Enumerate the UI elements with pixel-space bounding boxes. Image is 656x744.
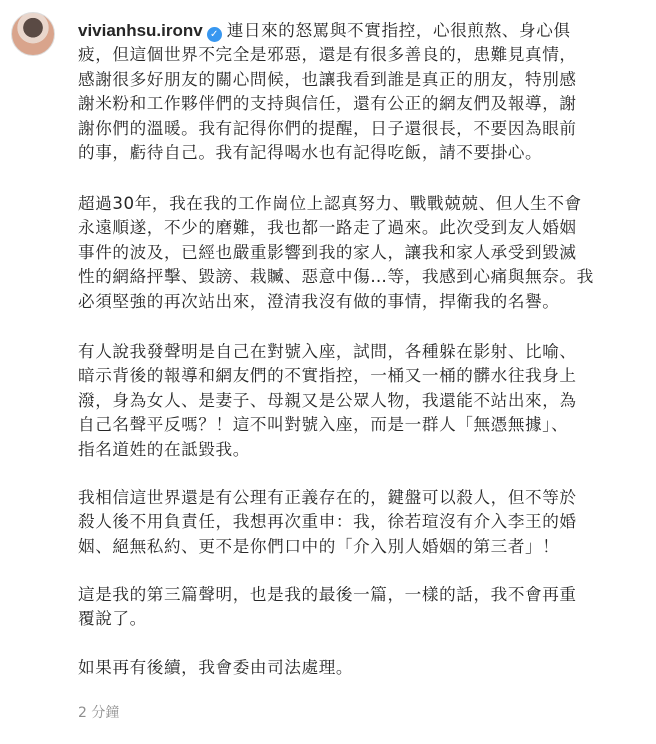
caption-line: 性的網絡抨擊、毀謗、栽贓、惡意中傷…等，我感到心痛與無奈。我 <box>78 267 594 287</box>
caption-line: 的事，虧待自己。我有記得喝水也有記得吃飯，請不要掛心。 <box>78 143 543 163</box>
caption-line: 暗示背後的報導和網友們的不實指控，一桶又一桶的髒水往我身上 <box>78 366 577 386</box>
caption-line: 指名道姓的在詆毀我。 <box>78 439 250 459</box>
caption-paragraph-2 <box>78 192 648 314</box>
caption-line <box>78 19 648 43</box>
caption-line: 疲，但這個世界不完全是邪惡，還是有很多善良的，患難見真情， <box>78 45 577 65</box>
caption-paragraph-4 <box>78 486 648 559</box>
caption-line: 我相信這世界還是有公理有正義存在的，鍵盤可以殺人，但不等於 <box>78 488 577 507</box>
caption-line: 事件的波及，已經也嚴重影響到我的家人，讓我和家人承受到毀滅 <box>78 242 577 262</box>
caption-paragraph-6 <box>78 656 648 680</box>
caption-line: 姻、絕無私約、更不是你們口中的「介入別人婚姻的第三者」！ <box>78 536 560 556</box>
verified-check-icon: ✓ <box>207 27 222 42</box>
caption-line: 覆說了。 <box>78 609 147 629</box>
caption-line: 謝米粉和工作夥伴們的支持與信任，還有公正的網友們及報導，謝 <box>78 94 577 114</box>
caption-line: 感謝很多好朋友的關心問候，也讓我看到誰是真正的朋友，特別感 <box>78 69 577 89</box>
caption-line: 潑，身為女人、是妻子、母親又是公眾人物，我還能不站出來，為 <box>78 390 577 410</box>
caption-text: 連日來的怒罵與不實指控，心很煎熬、身心俱 <box>226 21 571 40</box>
caption-line: 這是我的第三篇聲明，也是我的最後一篇，一樣的話，我不會再重 <box>78 585 577 604</box>
caption-line: 有人說我發聲明是自己在對號入座，試問，各種躲在影射、比喻、 <box>78 342 577 361</box>
caption-line: 自己名聲平反嗎？！這不叫對號入座，而是一群人「無憑無據」、 <box>78 415 569 435</box>
caption-line: 必須堅強的再次站出來，澄清我沒有做的事情，捍衛我的名譽。 <box>78 291 560 311</box>
caption-line: 永遠順遂，不少的磨難，我也都一路走了過來。此次受到友人婚姻 <box>78 218 577 238</box>
username-link[interactable]: vivianhsu.ironv <box>78 21 203 40</box>
caption-line: 如果再有後續，我會委由司法處理。 <box>78 658 354 677</box>
caption-paragraph-3 <box>78 340 648 462</box>
caption-line: 謝你們的溫暖。我有記得你們的提醒，日子還很長，不要因為眼前 <box>78 118 577 138</box>
caption-line: 超過30年，我在我的工作崗位上認真努力、戰戰兢兢、但人生不會 <box>78 194 582 213</box>
caption-paragraph-5 <box>78 583 648 632</box>
caption-line: 殺人後不用負責任，我想再次重申：我，徐若瑄沒有介入李王的婚 <box>78 512 577 532</box>
post-timestamp[interactable]: 2 分鐘 <box>78 705 120 721</box>
user-avatar[interactable] <box>11 12 55 56</box>
caption-paragraph-1 <box>78 19 648 165</box>
